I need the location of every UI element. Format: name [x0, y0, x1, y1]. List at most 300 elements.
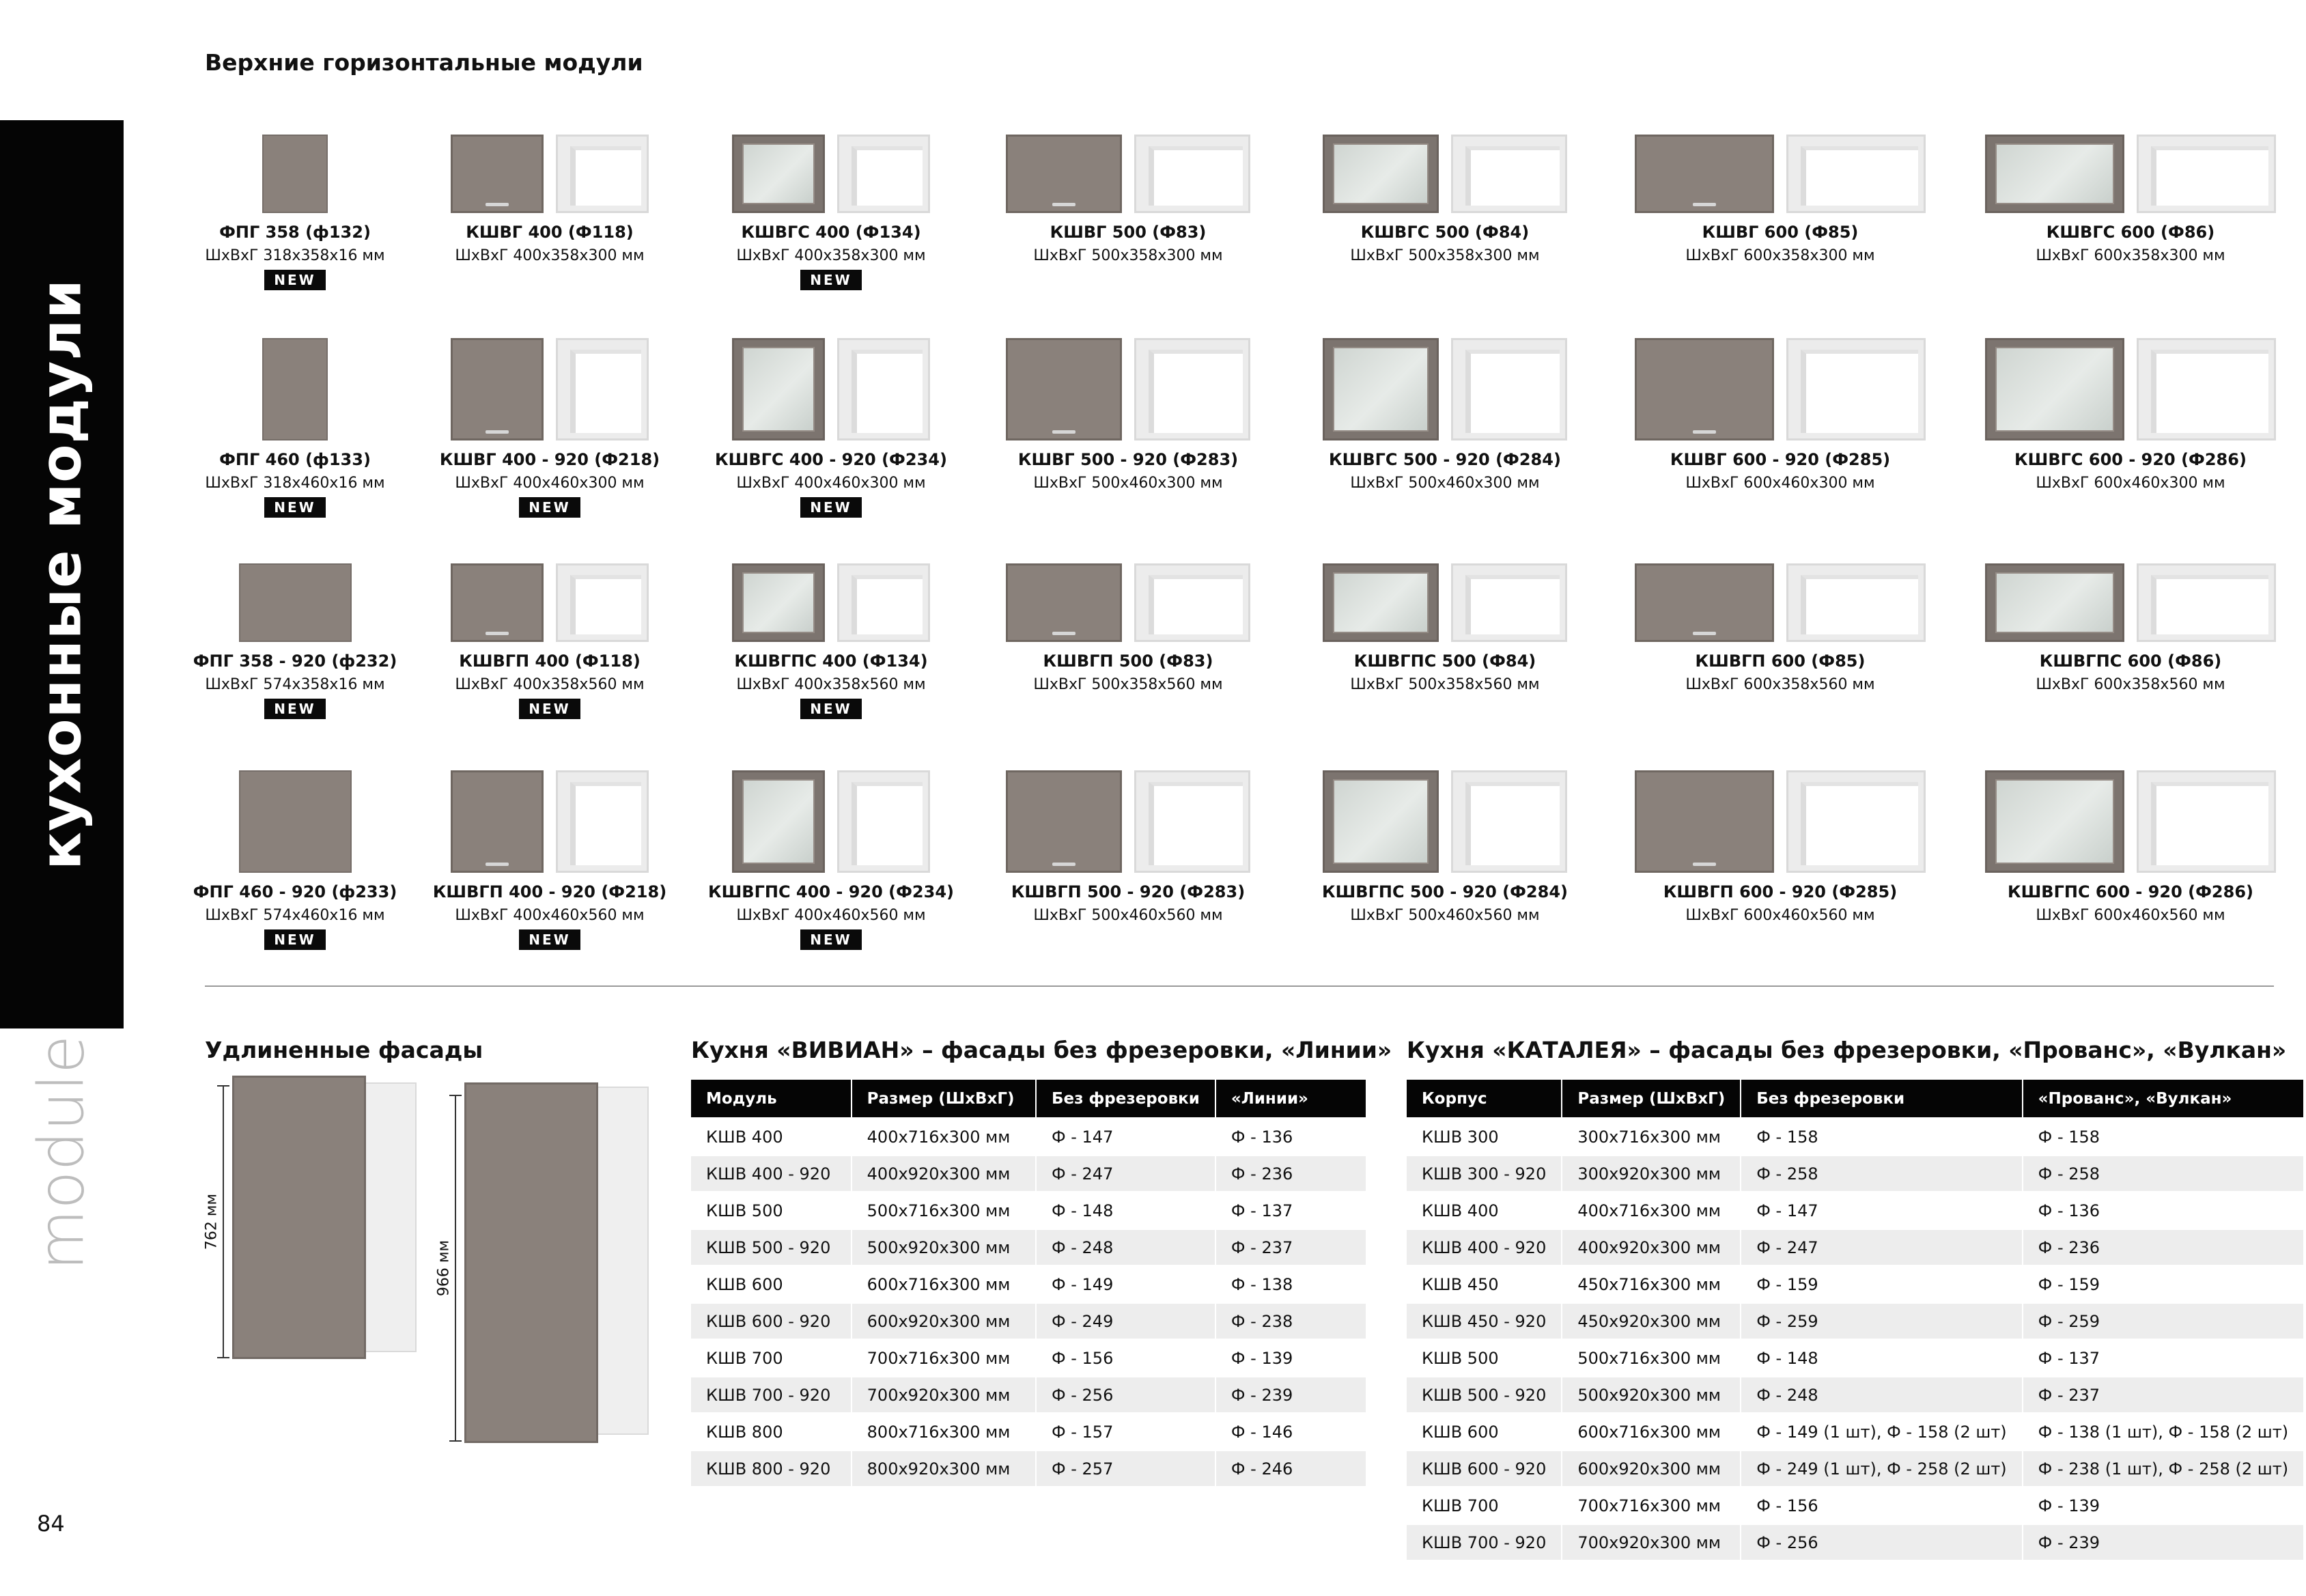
open-carcass	[1134, 338, 1250, 440]
table-cell: 500x716x300 мм	[1562, 1341, 1741, 1375]
module-name: КШВГП 500 - 920 (Ф283)	[1011, 882, 1246, 901]
module-item	[1644, 117, 1917, 264]
table-cell: Ф - 248	[1037, 1230, 1216, 1265]
cabinet-facade	[232, 1076, 366, 1359]
table-cell: Ф - 249	[1037, 1304, 1216, 1339]
vivian-title: Кухня «ВИВИАН» – фасады без фрезеровки, «Линии»	[691, 1037, 1392, 1063]
module-images	[1994, 117, 2267, 213]
module-name: КШВГПС 400 - 920 (Ф234)	[708, 882, 954, 901]
carcass-interior	[1465, 146, 1560, 206]
open-carcass	[2137, 770, 2276, 873]
table-cell: Ф - 238 (1 шт), Ф - 258 (2 шт)	[2023, 1451, 2303, 1486]
table-cell: Ф - 246	[1216, 1451, 1366, 1486]
closed-front-cabinet	[1006, 563, 1122, 642]
module-size: ШхВхГ 400x460x300 мм	[455, 475, 645, 492]
carcass-interior	[1801, 575, 1918, 634]
module-images	[1644, 321, 1917, 440]
table-cell: КШВ 500	[1407, 1341, 1562, 1375]
module-images	[992, 546, 1265, 642]
table-cell: КШВ 500 - 920	[1407, 1377, 1562, 1412]
open-carcass	[837, 563, 930, 642]
module-item	[413, 546, 686, 719]
table-cell: КШВ 500	[691, 1193, 852, 1228]
open-carcass	[1786, 563, 1926, 642]
cabinet-side	[591, 1087, 649, 1435]
table-row	[691, 1267, 1366, 1302]
table-row	[691, 1304, 1366, 1339]
module-item	[1644, 321, 1917, 492]
open-carcass	[2137, 135, 2276, 213]
carcass-interior	[852, 146, 923, 206]
carcass-interior	[852, 782, 923, 865]
carcass-interior	[1465, 782, 1560, 865]
module-item	[1644, 546, 1917, 693]
glass-front-cabinet	[732, 770, 825, 873]
carcass-interior	[1801, 350, 1918, 433]
module-images	[1308, 117, 1581, 213]
glass-pane	[1333, 572, 1429, 633]
cabinet-facade	[464, 1082, 598, 1443]
module-size: ШхВхГ 500x358x560 мм	[1350, 676, 1540, 693]
open-carcass	[837, 338, 930, 440]
table-cell: 400x920x300 мм	[1562, 1230, 1741, 1265]
table-row	[1407, 1414, 2303, 1449]
module-name: КШВГП 600 - 920 (Ф285)	[1663, 882, 1898, 901]
module-item	[158, 321, 432, 518]
table-cell: КШВ 600	[691, 1267, 852, 1302]
module-size: ШхВхГ 400x358x300 мм	[455, 247, 645, 264]
open-carcass	[2137, 338, 2276, 440]
table-cell: КШВ 450 - 920	[1407, 1304, 1562, 1339]
module-images	[1308, 753, 1581, 873]
column-header: «Линии»	[1216, 1080, 1366, 1117]
module-item	[1308, 546, 1581, 693]
module-size: ШхВхГ 500x358x300 мм	[1033, 247, 1223, 264]
table-row	[1407, 1119, 2303, 1154]
table-cell: 600x716x300 мм	[852, 1267, 1037, 1302]
table-cell: Ф - 239	[1216, 1377, 1366, 1412]
table-cell: Ф - 156	[1741, 1488, 2023, 1523]
dimension-line	[455, 1095, 456, 1442]
table-cell: Ф - 158	[2023, 1119, 2303, 1154]
module-size: ШхВхГ 318x358x16 мм	[205, 247, 385, 264]
module-name: КШВГ 500 - 920 (Ф283)	[1017, 450, 1239, 469]
module-images	[694, 117, 968, 213]
table-row	[1407, 1193, 2303, 1228]
section-divider	[205, 985, 2274, 987]
module-size: ШхВхГ 600x460x300 мм	[1685, 475, 1875, 492]
module-name: КШВГС 500 (Ф84)	[1360, 223, 1530, 242]
module-images	[413, 117, 686, 213]
open-carcass	[1786, 338, 1926, 440]
module-name: ФПГ 358 (ф132)	[219, 223, 371, 242]
module-item	[694, 546, 968, 719]
module-images	[992, 753, 1265, 873]
module-images	[1308, 546, 1581, 642]
glass-front-cabinet	[1323, 770, 1439, 873]
module-size: ШхВхГ 400x358x560 мм	[736, 676, 926, 693]
module-item	[158, 546, 432, 719]
table-cell: КШВ 400 - 920	[691, 1156, 852, 1191]
carcass-interior	[2151, 146, 2268, 206]
table-row	[1407, 1230, 2303, 1265]
facade-panel	[262, 135, 328, 213]
table-cell: Ф - 238	[1216, 1304, 1366, 1339]
carcass-interior	[570, 782, 641, 865]
glass-front-cabinet	[1323, 135, 1439, 213]
table-cell: 600x716x300 мм	[1562, 1414, 1741, 1449]
table-cell: 700x920x300 мм	[1562, 1525, 1741, 1560]
new-badge: NEW	[800, 929, 861, 950]
table-header-row	[691, 1080, 1366, 1117]
glass-pane	[742, 779, 815, 864]
module-size: ШхВхГ 500x460x300 мм	[1350, 475, 1540, 492]
closed-front-cabinet	[1635, 770, 1774, 873]
table-cell: КШВ 500 - 920	[691, 1230, 852, 1265]
module-item	[1308, 117, 1581, 264]
carcass-interior	[2151, 350, 2268, 433]
module-size: ШхВхГ 400x460x560 мм	[455, 907, 645, 924]
carcass-interior	[2151, 575, 2268, 634]
table-row	[691, 1156, 1366, 1191]
carcass-interior	[852, 575, 923, 634]
glass-front-cabinet	[1323, 563, 1439, 642]
table-row	[1407, 1156, 2303, 1191]
table-cell: Ф - 237	[1216, 1230, 1366, 1265]
table-cell: Ф - 157	[1037, 1414, 1216, 1449]
module-size: ШхВхГ 600x358x560 мм	[1685, 676, 1875, 693]
table-row	[1407, 1451, 2303, 1486]
table-cell: Ф - 159	[2023, 1267, 2303, 1302]
closed-front-cabinet	[1006, 770, 1122, 873]
table-row	[1407, 1341, 2303, 1375]
table-cell: Ф - 147	[1037, 1119, 1216, 1154]
table-cell: 300x716x300 мм	[1562, 1119, 1741, 1154]
closed-front-cabinet	[1635, 135, 1774, 213]
table-cell: Ф - 258	[2023, 1156, 2303, 1191]
table-cell: Ф - 147	[1741, 1193, 2023, 1228]
table-cell: КШВ 450	[1407, 1267, 1562, 1302]
glass-front-cabinet	[1985, 135, 2124, 213]
table-cell: 800x716x300 мм	[852, 1414, 1037, 1449]
carcass-interior	[1149, 575, 1243, 634]
table-cell: Ф - 259	[1741, 1304, 2023, 1339]
tall-cabinet-716	[203, 1076, 417, 1369]
table-cell: Ф - 237	[2023, 1377, 2303, 1412]
module-item	[1308, 753, 1581, 924]
facade-panel	[262, 338, 328, 440]
module-item	[1994, 321, 2267, 492]
module-images	[158, 753, 432, 873]
facade-panel	[239, 563, 352, 642]
handle	[1693, 203, 1716, 206]
closed-front-cabinet	[451, 338, 544, 440]
table-cell: Ф - 256	[1741, 1525, 2023, 1560]
handle	[486, 203, 509, 206]
table-row	[1407, 1525, 2303, 1560]
carcass-interior	[570, 575, 641, 634]
closed-front-cabinet	[1635, 563, 1774, 642]
table-cell: 450x716x300 мм	[1562, 1267, 1741, 1302]
handle	[486, 863, 509, 866]
table-cell: Ф - 148	[1037, 1193, 1216, 1228]
table-cell: 700x716x300 мм	[852, 1341, 1037, 1375]
new-badge: NEW	[264, 270, 325, 290]
module-size: ШхВхГ 500x460x560 мм	[1350, 907, 1540, 924]
module-item	[413, 321, 686, 518]
new-badge: NEW	[800, 497, 861, 518]
table-cell: Ф - 136	[2023, 1193, 2303, 1228]
open-carcass	[1451, 563, 1567, 642]
module-size: ШхВхГ 600x358x300 мм	[2036, 247, 2225, 264]
module-images	[1994, 546, 2267, 642]
new-badge: NEW	[519, 699, 580, 719]
new-badge: NEW	[800, 699, 861, 719]
table-cell: КШВ 300	[1407, 1119, 1562, 1154]
open-carcass	[1786, 770, 1926, 873]
table-cell: Ф - 139	[2023, 1488, 2303, 1523]
table-cell: КШВ 800	[691, 1414, 852, 1449]
cabinet-side	[359, 1082, 417, 1352]
table-cell: 500x716x300 мм	[852, 1193, 1037, 1228]
dimension-line	[223, 1085, 224, 1358]
sidebar-title: кухонные модули	[29, 279, 94, 870]
table-cell: Ф - 259	[2023, 1304, 2303, 1339]
module-name: КШВГПС 600 - 920 (Ф286)	[2008, 882, 2253, 901]
brand-logo-text: module	[25, 1035, 98, 1271]
closed-front-cabinet	[451, 770, 544, 873]
module-item	[1994, 117, 2267, 264]
carcass-interior	[1149, 782, 1243, 865]
glass-pane	[1333, 143, 1429, 204]
table-cell: КШВ 700 - 920	[691, 1377, 852, 1412]
open-carcass	[837, 135, 930, 213]
module-images	[1994, 753, 2267, 873]
column-header: Без фрезеровки	[1741, 1080, 2023, 1117]
table-cell: Ф - 239	[2023, 1525, 2303, 1560]
carcass-interior	[1801, 782, 1918, 865]
module-name: ФПГ 460 - 920 (ф233)	[193, 882, 397, 901]
table-cell: Ф - 249 (1 шт), Ф - 258 (2 шт)	[1741, 1451, 2023, 1486]
module-item	[992, 753, 1265, 924]
module-name: КШВГП 500 (Ф83)	[1043, 652, 1213, 671]
carcass-interior	[1465, 575, 1560, 634]
table-cell: 700x920x300 мм	[852, 1377, 1037, 1412]
open-carcass	[1134, 563, 1250, 642]
glass-front-cabinet	[1985, 770, 2124, 873]
carcass-interior	[852, 350, 923, 433]
carcass-interior	[570, 350, 641, 433]
open-carcass	[1134, 770, 1250, 873]
glass-front-cabinet	[732, 338, 825, 440]
module-name: КШВГПС 500 (Ф84)	[1353, 652, 1536, 671]
module-item	[158, 117, 432, 290]
module-size: ШхВхГ 400x358x300 мм	[736, 247, 926, 264]
table-cell: 400x920x300 мм	[852, 1156, 1037, 1191]
open-carcass	[1451, 770, 1567, 873]
column-header: «Прованс», «Вулкан»	[2023, 1080, 2303, 1117]
table-cell: Ф - 248	[1741, 1377, 2023, 1412]
module-name: КШВГС 400 - 920 (Ф234)	[715, 450, 947, 469]
table-row	[1407, 1377, 2303, 1412]
table-cell: Ф - 136	[1216, 1119, 1366, 1154]
table-row	[691, 1414, 1366, 1449]
new-badge: NEW	[519, 497, 580, 518]
module-images	[992, 117, 1265, 213]
module-size: ШхВхГ 600x460x560 мм	[1685, 907, 1875, 924]
table-cell: КШВ 400	[1407, 1193, 1562, 1228]
carcass-interior	[1465, 350, 1560, 433]
table-row	[691, 1341, 1366, 1375]
module-size: ШхВхГ 318x460x16 мм	[205, 475, 385, 492]
glass-front-cabinet	[732, 135, 825, 213]
new-badge: NEW	[800, 270, 861, 290]
module-images	[158, 117, 432, 213]
module-item	[1994, 546, 2267, 693]
carcass-interior	[1149, 350, 1243, 433]
open-carcass	[1786, 135, 1926, 213]
table-cell: КШВ 300 - 920	[1407, 1156, 1562, 1191]
module-size: ШхВхГ 600x358x560 мм	[2036, 676, 2225, 693]
table-cell: 500x920x300 мм	[1562, 1377, 1741, 1412]
module-size: ШхВхГ 500x358x300 мм	[1350, 247, 1540, 264]
table-header-row	[1407, 1080, 2303, 1117]
vivian-table	[691, 1078, 1366, 1488]
table-cell: 600x920x300 мм	[1562, 1451, 1741, 1486]
table-cell: Ф - 146	[1216, 1414, 1366, 1449]
glass-front-cabinet	[1985, 338, 2124, 440]
handle	[1693, 863, 1716, 866]
module-images	[1644, 546, 1917, 642]
module-images	[413, 753, 686, 873]
module-name: КШВГ 500 (Ф83)	[1050, 223, 1207, 242]
module-item	[1644, 753, 1917, 924]
module-size: ШхВхГ 574x358x16 мм	[205, 676, 385, 693]
module-size: ШхВхГ 600x460x560 мм	[2036, 907, 2225, 924]
table-row	[691, 1119, 1366, 1154]
open-carcass	[1451, 135, 1567, 213]
closed-front-cabinet	[1635, 338, 1774, 440]
new-badge: NEW	[264, 929, 325, 950]
handle	[1052, 203, 1075, 206]
table-row	[1407, 1267, 2303, 1302]
module-name: КШВГС 600 (Ф86)	[2046, 223, 2215, 242]
open-carcass	[556, 135, 649, 213]
module-name: КШВГС 400 (Ф134)	[741, 223, 921, 242]
module-item	[158, 753, 432, 950]
glass-pane	[742, 143, 815, 204]
open-carcass	[556, 563, 649, 642]
module-item	[694, 321, 968, 518]
table-cell: КШВ 400	[691, 1119, 852, 1154]
table-cell: Ф - 256	[1037, 1377, 1216, 1412]
table-cell: Ф - 247	[1037, 1156, 1216, 1191]
table-cell: Ф - 258	[1741, 1156, 2023, 1191]
handle	[486, 430, 509, 434]
table-cell: 600x920x300 мм	[852, 1304, 1037, 1339]
module-item	[413, 753, 686, 950]
module-images	[413, 546, 686, 642]
table-row	[691, 1377, 1366, 1412]
module-images	[1994, 321, 2267, 440]
module-name: КШВГПС 500 - 920 (Ф284)	[1322, 882, 1568, 901]
table-cell: Ф - 236	[1216, 1156, 1366, 1191]
open-carcass	[556, 770, 649, 873]
table-cell: Ф - 139	[1216, 1341, 1366, 1375]
new-badge: NEW	[264, 699, 325, 719]
table-row	[1407, 1488, 2303, 1523]
table-cell: Ф - 236	[2023, 1230, 2303, 1265]
handle	[486, 632, 509, 635]
glass-pane	[1995, 779, 2114, 864]
table-cell: 450x920x300 мм	[1562, 1304, 1741, 1339]
module-images	[158, 321, 432, 440]
closed-front-cabinet	[1006, 135, 1122, 213]
module-name: КШВГ 400 (Ф118)	[466, 223, 634, 242]
table-cell: 500x920x300 мм	[852, 1230, 1037, 1265]
handle	[1052, 863, 1075, 866]
module-images	[1644, 117, 1917, 213]
module-size: ШхВхГ 500x460x300 мм	[1033, 475, 1223, 492]
glass-pane	[1333, 779, 1429, 864]
module-size: ШхВхГ 400x460x560 мм	[736, 907, 926, 924]
table-cell: КШВ 700	[1407, 1488, 1562, 1523]
module-size: ШхВхГ 500x358x560 мм	[1033, 676, 1223, 693]
upper-section-title: Верхние горизонтальные модули	[205, 49, 643, 76]
module-name: КШВГПС 600 (Ф86)	[2039, 652, 2222, 671]
module-name: КШВГП 400 - 920 (Ф218)	[432, 882, 667, 901]
new-badge: NEW	[519, 929, 580, 950]
glass-pane	[1995, 572, 2114, 633]
glass-front-cabinet	[1985, 563, 2124, 642]
closed-front-cabinet	[451, 135, 544, 213]
table-cell: КШВ 600 - 920	[691, 1304, 852, 1339]
carcass-interior	[1149, 146, 1243, 206]
closed-front-cabinet	[1006, 338, 1122, 440]
glass-front-cabinet	[732, 563, 825, 642]
module-item	[1994, 753, 2267, 924]
table-cell: КШВ 600 - 920	[1407, 1451, 1562, 1486]
table-row	[691, 1230, 1366, 1265]
table-cell: Ф - 159	[1741, 1267, 2023, 1302]
glass-pane	[1995, 143, 2114, 204]
module-name: КШВГ 600 - 920 (Ф285)	[1670, 450, 1891, 469]
carcass-interior	[1801, 146, 1918, 206]
table-cell: Ф - 137	[2023, 1341, 2303, 1375]
glass-pane	[1333, 347, 1429, 432]
module-images	[694, 321, 968, 440]
table-cell: Ф - 138 (1 шт), Ф - 158 (2 шт)	[2023, 1414, 2303, 1449]
module-size: ШхВхГ 400x358x560 мм	[455, 676, 645, 693]
table-row	[691, 1451, 1366, 1486]
column-header: Модуль	[691, 1080, 852, 1117]
table-cell: Ф - 149 (1 шт), Ф - 158 (2 шт)	[1741, 1414, 2023, 1449]
kataleya-table	[1407, 1078, 2303, 1562]
table-cell: 300x920x300 мм	[1562, 1156, 1741, 1191]
module-item	[992, 117, 1265, 264]
table-cell: Ф - 257	[1037, 1451, 1216, 1486]
open-carcass	[837, 770, 930, 873]
open-carcass	[556, 338, 649, 440]
module-size: ШхВхГ 574x460x16 мм	[205, 907, 385, 924]
glass-pane	[742, 572, 815, 633]
module-images	[694, 753, 968, 873]
page-number: 84	[37, 1511, 65, 1537]
handle	[1052, 632, 1075, 635]
carcass-interior	[2151, 782, 2268, 865]
module-size: ШхВхГ 600x358x300 мм	[1685, 247, 1875, 264]
table-cell: КШВ 400 - 920	[1407, 1230, 1562, 1265]
